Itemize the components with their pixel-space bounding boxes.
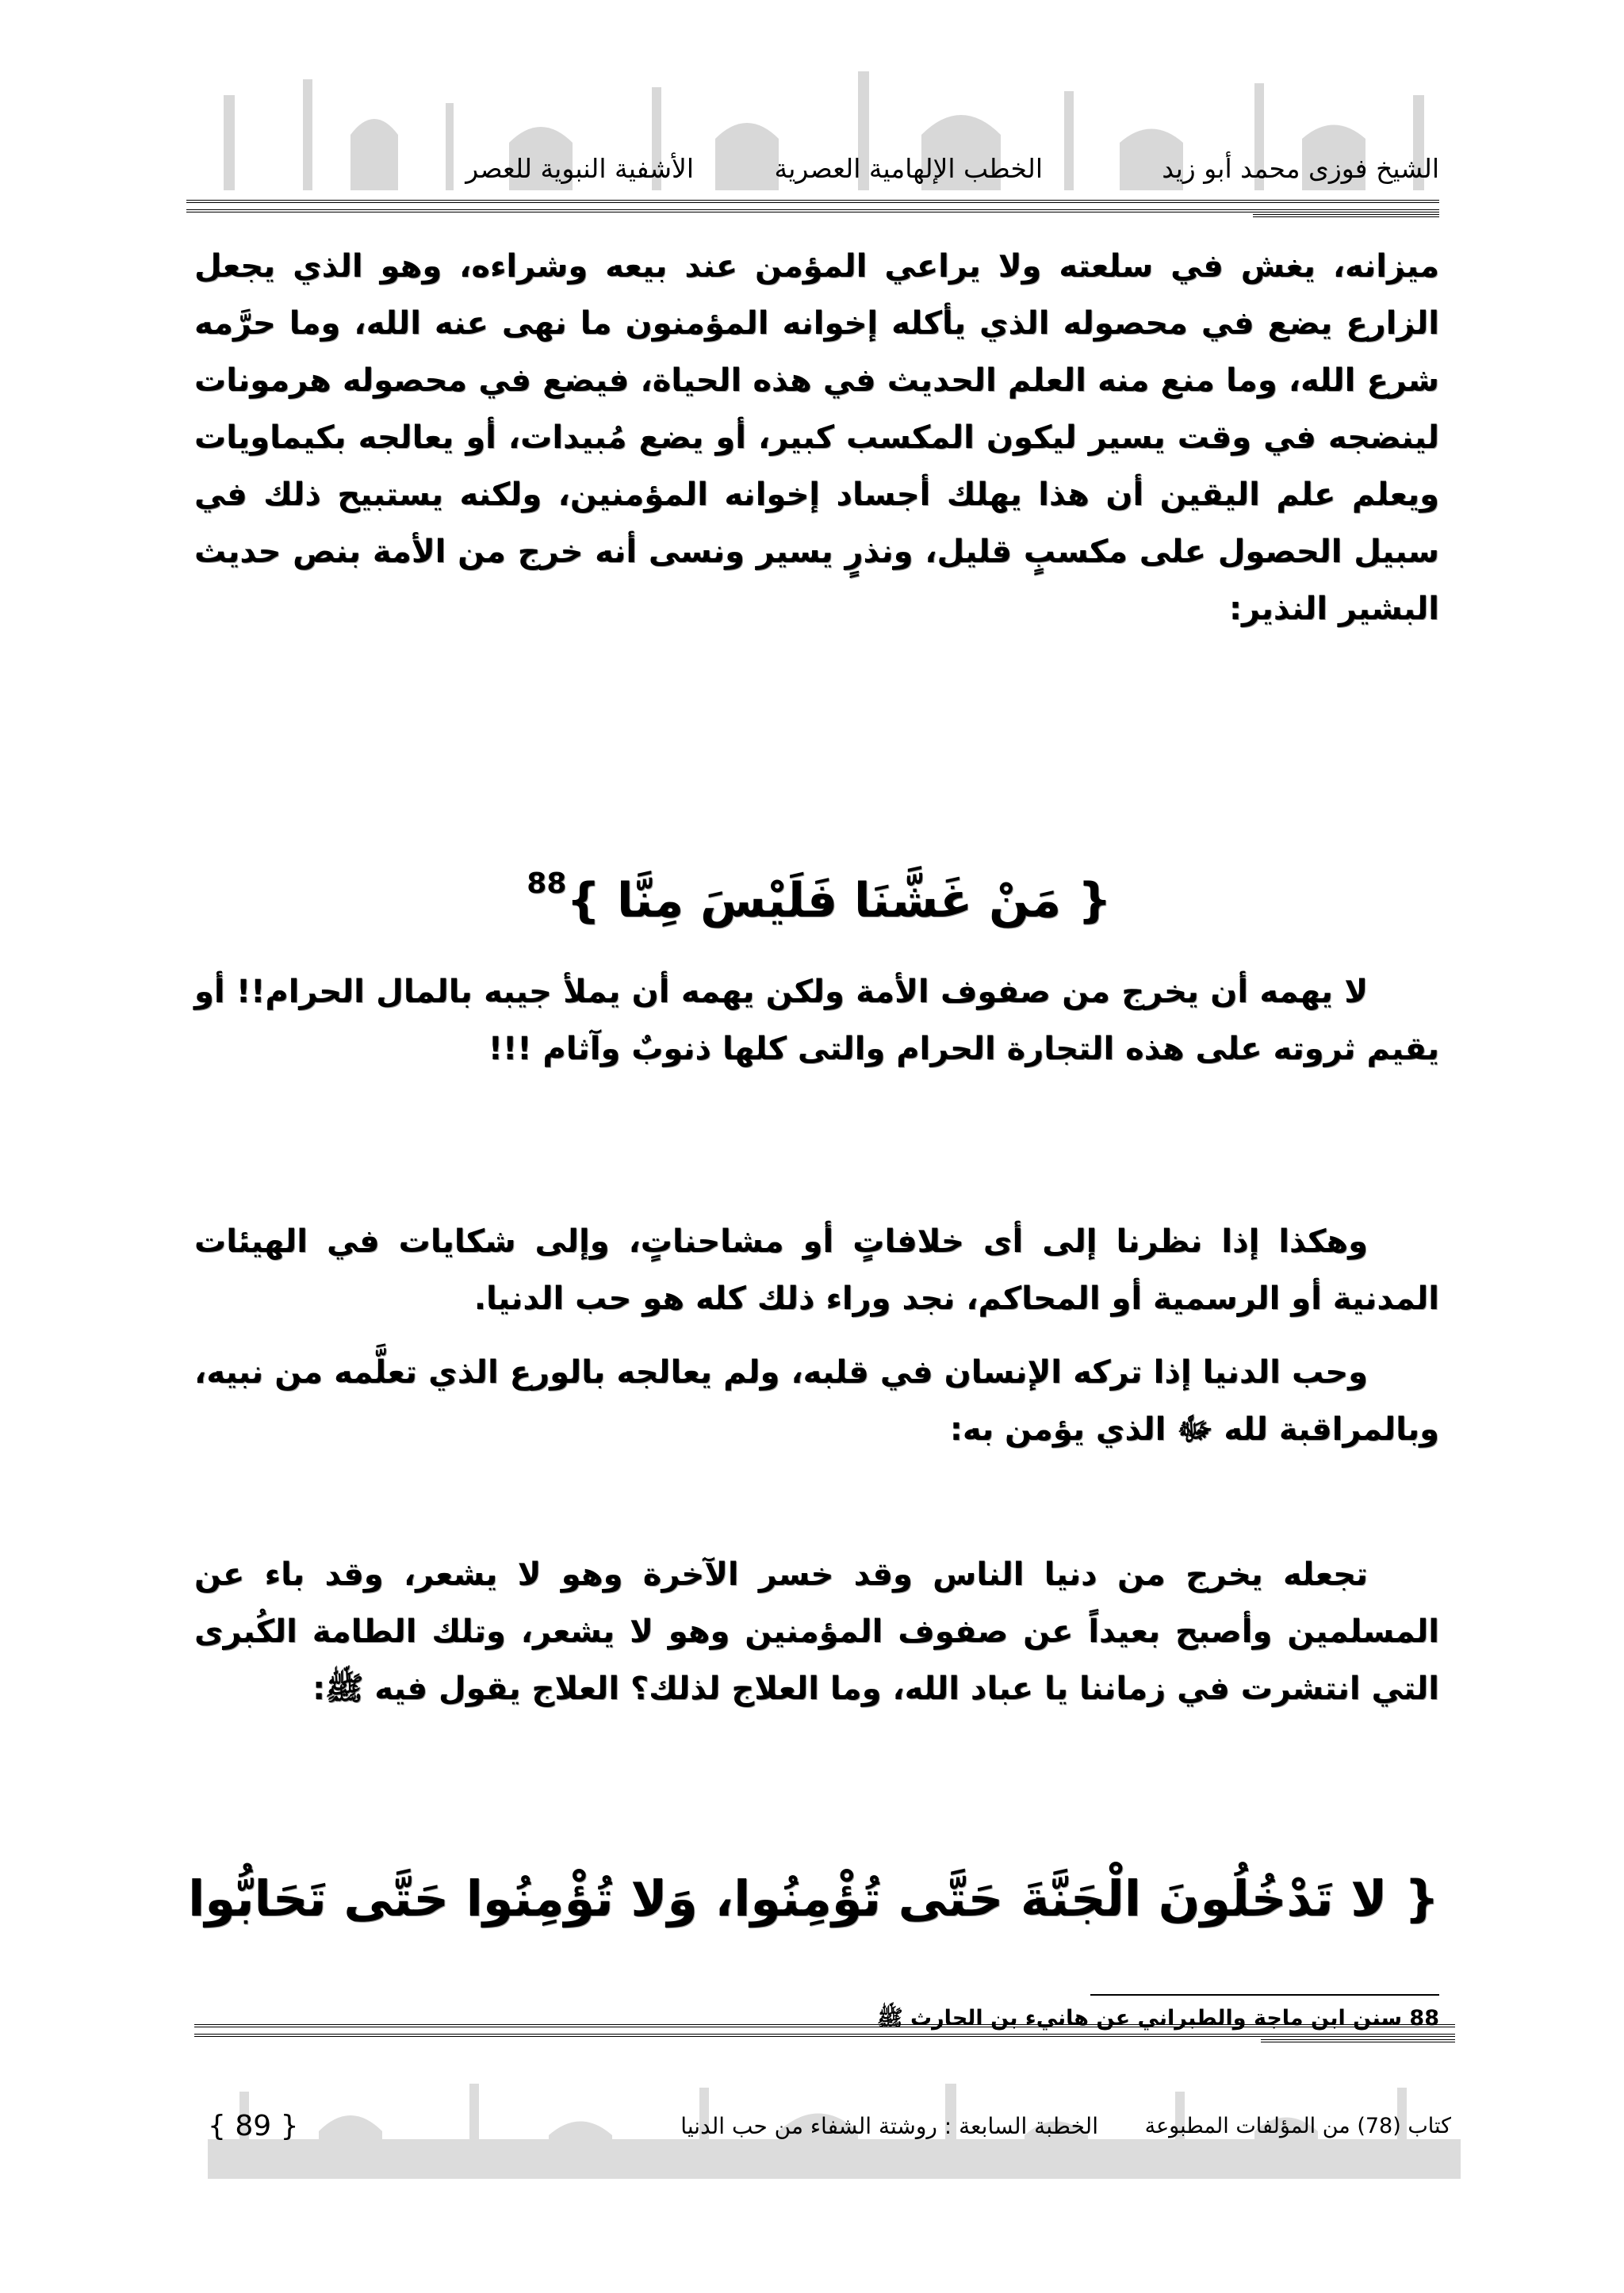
- paragraph-2: [194, 963, 1439, 1078]
- header-series: الخطب الإلهامية العصرية: [774, 153, 1043, 184]
- hadith-heading: { لا تَدْخُلُونَ الْجَنَّةَ حَتَّى تُؤْمِنُوا، وَلا تُؤْمِنُوا حَتَّى تَحَابُّوا: [188, 1870, 1439, 1927]
- paragraph-3-text: وهكذا إذا نظرنا إلى أى خلافاتٍ أو مشاحناتٍ، وإلى شكايات في الهيئات المدنية أو الرسمية أو المحاكم، نجد وراء ذلك كله هو حب الدنيا.: [194, 1223, 1439, 1317]
- footnote-separator: [1090, 1994, 1439, 1996]
- paragraph-1-text: ميزانه، يغش في سلعته ولا يراعي المؤمن عند بيعه وشراءه، وهو الذي يجعل الزارع يضع في محصوله الذي يأكله إخوانه المؤمنون ما نهى عنه الله، وما حرَّمه شرع الله، وما منع منه العلم الحديث في هذه الحياة، فيضع في محصوله هرمونات لينضجه في وقت يسير ليكون المكسب كبير، أو يضع مُبيدات، أو يعالجه بكيماويات ويعلم علم اليقين أن هذا يهلك أجساد إخوانه المؤمنين، ولكنه يستبيح ذلك في سبيل الحصول على مكسبٍ قليل، ونذرٍ يسير ونسى أنه خرج من الأمة بنص حديث البشير النذير:: [194, 248, 1439, 627]
- page-footer: [208, 2103, 1451, 2150]
- footer-sermon-title: الخطبة السابعة : روشتة الشفاء من حب الدنيا: [680, 2113, 1098, 2139]
- paragraph-5-text: تجعله يخرج من دنيا الناس وقد خسر الآخرة وهو لا يشعر، وقد باء عن المسلمين وأصبح بعيداً عن صفوف المؤمنين وهو لا يشعر، وتلك الطامة الكُبرى التي انتشرت في زماننا يا عباد الله، وما العلاج لذلك؟ العلاج يقول فيه ﷺ:: [194, 1556, 1439, 1707]
- running-header: [293, 149, 1439, 189]
- header-author: الشيخ فوزى محمد أبو زيد: [1162, 153, 1439, 184]
- paragraph-4-text: وحب الدنيا إذا تركه الإنسان في قلبه، ولم يعالجه بالورع الذي تعلَّمه من نبيه، وبالمراقبة لله ﷻ الذي يؤمن به:: [194, 1354, 1439, 1448]
- footer-divider: [194, 2024, 1455, 2037]
- paragraph-1: [194, 238, 1439, 637]
- header-divider-extension: [1253, 214, 1439, 224]
- paragraph-2-text: لا يهمه أن يخرج من صفوف الأمة ولكن يهمه أن يملأ جيبه بالمال الحرام!! أو يقيم ثروته على هذه التجارة الحرام والتى كلها ذنوبٌ وآثام !!!: [194, 974, 1439, 1067]
- hadith-quote: [194, 848, 1439, 936]
- footer-divider-extension: [1261, 2039, 1455, 2049]
- footer-book-info: كتاب (78) من المؤلفات المطبوعة: [1144, 2114, 1451, 2138]
- hadith-quote-text: { مَنْ غَشَّنَا فَلَيْسَ مِنَّا }: [566, 873, 1112, 928]
- paragraph-4: [194, 1344, 1439, 1458]
- header-divider: [186, 200, 1439, 212]
- paragraph-5: [194, 1546, 1439, 1717]
- page-number: { 89 }: [208, 2110, 299, 2142]
- header-book-title: الأشفية النبوية للعصر: [465, 153, 694, 184]
- footnote-reference: 88: [527, 867, 567, 900]
- footnote: 88 سنن ابن ماجة والطبراني عن هانيء بن الحارث ﷺ: [876, 2006, 1439, 2031]
- paragraph-3: [194, 1213, 1439, 1327]
